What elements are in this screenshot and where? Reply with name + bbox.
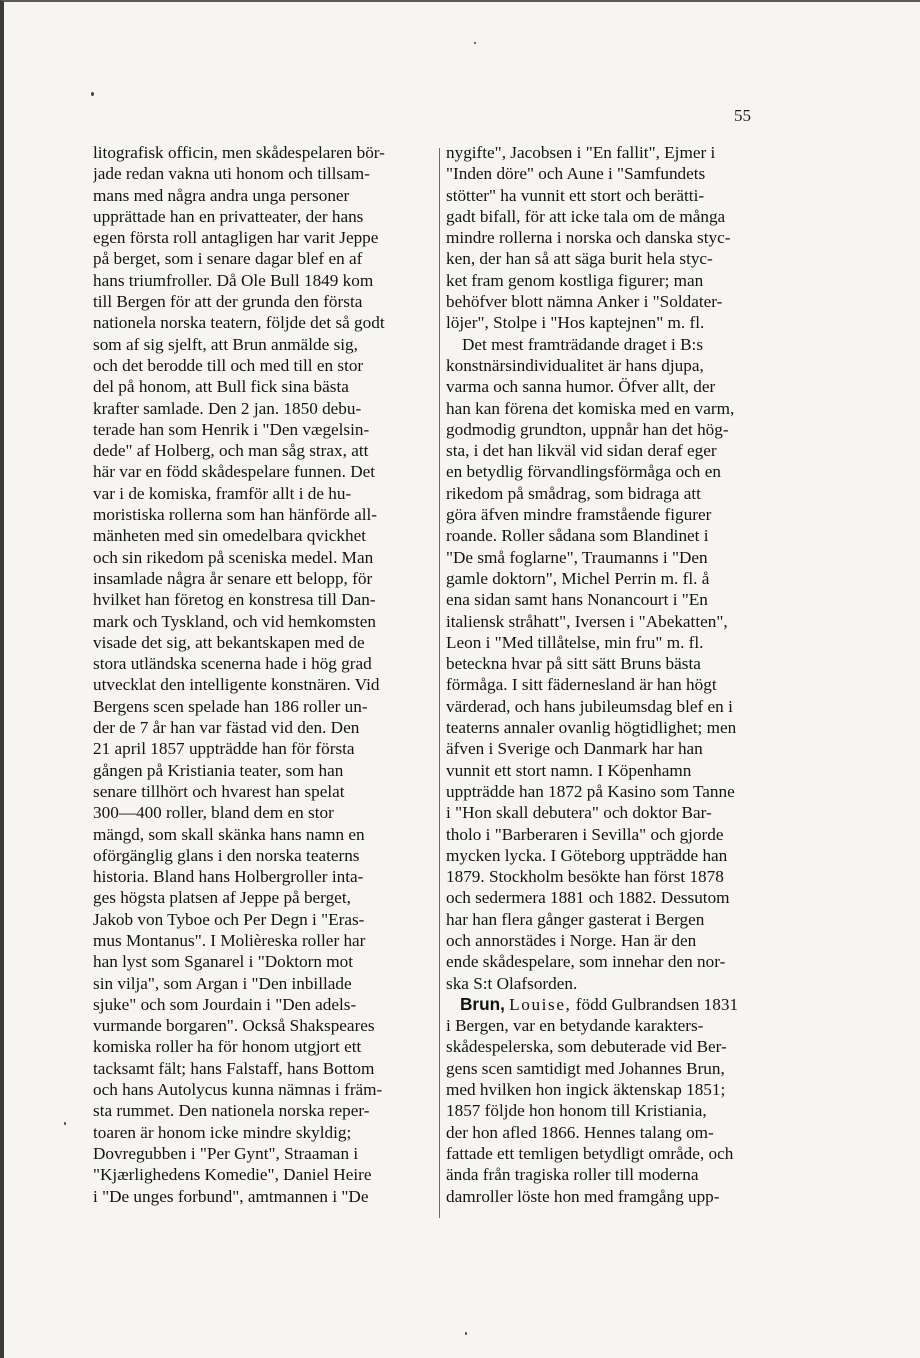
text-line: toaren är honom icke mindre skyldig; bbox=[93, 1122, 352, 1142]
text-line: visade det sig, att bekantskapen med de bbox=[93, 632, 365, 652]
entry-text-line: ända från tragiska roller till moderna bbox=[446, 1165, 699, 1185]
text-line: och annorstädes i Norge. Han är den bbox=[446, 930, 697, 950]
text-line: vunnit ett stort namn. I Köpenhamn bbox=[446, 760, 692, 780]
text-line: insamlade några år senare ett belopp, för bbox=[93, 568, 373, 588]
text-line: del på honom, att Bull fick sina bästa bbox=[93, 377, 349, 397]
text-line: och det berodde till och med till en stor bbox=[93, 355, 364, 375]
entry-text-line: der hon afled 1866. Hennes talang om- bbox=[446, 1122, 714, 1142]
entry-text-line: damroller löste hon med framgång upp- bbox=[446, 1186, 720, 1206]
text-line: 1879. Stockholm besökte han först 1878 bbox=[446, 867, 724, 887]
entry-text-line: fattade ett temligen betydligt område, och bbox=[446, 1143, 734, 1163]
text-line: sta rummet. Den nationela norska reper- bbox=[93, 1101, 370, 1121]
entry-given-name: Louise, bbox=[509, 994, 572, 1014]
text-line: han kan förena det komiska med en varm, bbox=[446, 398, 735, 418]
text-line: 300—400 roller, bland dem en stor bbox=[93, 803, 334, 823]
text-line: sin vilja", som Argan i "Den inbillade bbox=[93, 973, 352, 993]
text-line: konstnärsindividualitet är hans djupa, bbox=[446, 355, 704, 375]
text-line: litografisk officin, men skådespelaren bör- bbox=[93, 143, 385, 162]
text-line: sta, i det han likväl vid sidan deraf eger bbox=[446, 441, 717, 461]
text-line: historia. Bland hans Holbergroller inta- bbox=[93, 867, 364, 887]
text-line: här var en född skådespelare funnen. Det bbox=[93, 462, 376, 482]
text-line: gången på Kristiania teater, som han bbox=[93, 760, 344, 780]
text-line: Leon i "Med tillåtelse, min fru" m. fl. bbox=[446, 632, 704, 652]
text-line: moristiska rollerna som han hänförde all- bbox=[93, 505, 377, 525]
entry-text-line: i Bergen, var en betydande karakters- bbox=[446, 1016, 704, 1036]
entry-first-line-rest: född Gulbrandsen 1831 bbox=[575, 994, 739, 1014]
text-line: roande. Roller sådana som Blandinet i bbox=[446, 526, 709, 546]
text-line: Dovregubben i "Per Gynt", Straaman i bbox=[93, 1143, 359, 1163]
entry-text-line: skådespelerska, som debuterade vid Ber- bbox=[446, 1037, 727, 1057]
text-line: gadt bifall, för att icke tala om de många bbox=[446, 206, 726, 226]
entry-text-line: med hvilken hon ingick äktenskap 1851; bbox=[446, 1080, 726, 1100]
text-line: nygifte", Jacobsen i "En fallit", Ejmer i bbox=[446, 143, 716, 162]
text-line: vurmande borgaren". Också Shakspeares bbox=[93, 1016, 375, 1036]
text-line: mans med några andra unga personer bbox=[93, 185, 350, 205]
entry-name: Brun, bbox=[460, 993, 505, 1014]
text-line: ket fram genom kostliga figurer; man bbox=[446, 270, 704, 290]
text-line: ska S:t Olafsorden. bbox=[446, 973, 578, 993]
text-line: i "Hon skall debutera" och doktor Bar- bbox=[446, 803, 712, 823]
text-line: tholo i "Barberaren i Sevilla" och gjorde bbox=[446, 824, 724, 844]
text-line: stötter" ha vunnit ett stort och berätti- bbox=[446, 185, 705, 205]
text-line: 21 april 1857 uppträdde han för första bbox=[93, 739, 355, 759]
text-line: "Inden döre" och Aune i "Samfundets bbox=[446, 164, 706, 184]
text-line: "De små foglarne", Traumanns i "Den bbox=[446, 547, 708, 567]
text-line: varma och sanna humor. Öfver allt, der bbox=[446, 377, 716, 397]
text-line: gamle doktorn", Michel Perrin m. fl. å bbox=[446, 568, 710, 588]
ink-speck bbox=[91, 92, 94, 96]
entry-heading-line bbox=[446, 994, 786, 1015]
text-line: mindre rollerna i norska och danska styc- bbox=[446, 228, 731, 248]
text-line: teaterns annaler ovanlig högtidlighet; men bbox=[446, 718, 737, 738]
text-line: utvecklat den intelligente konstnären. Vid bbox=[93, 675, 380, 695]
text-line: komiska roller ha för honom utgjort ett bbox=[93, 1037, 362, 1057]
text-line: förmåga. I sitt fädernesland är han högt bbox=[446, 675, 717, 695]
text-line: göra äfven mindre framstående figurer bbox=[446, 505, 712, 525]
text-line: ena sidan samt hans Nonancourt i "En bbox=[446, 590, 708, 610]
text-line: tacksamt fält; hans Falstaff, hans Bottom bbox=[93, 1058, 375, 1078]
text-line: egen första roll antagligen har varit Jeppe bbox=[93, 228, 379, 248]
text-line: rikedom på smådrag, som bidraga att bbox=[446, 483, 701, 503]
text-line: Det mest framträdande draget i B:s bbox=[462, 334, 704, 354]
text-line: hvilket han företog en konstresa till Dan- bbox=[93, 590, 376, 610]
text-line: och hans Autolycus kunna nämnas i främ- bbox=[93, 1080, 383, 1100]
text-line: italiensk stråhatt", Iversen i "Abekatten", bbox=[446, 611, 728, 631]
text-line: ende skådespelare, som innehar den nor- bbox=[446, 952, 726, 972]
text-line: hans triumfroller. Då Ole Bull 1849 kom bbox=[93, 270, 374, 290]
text-line: "Kjærlighedens Komedie", Daniel Heire bbox=[93, 1165, 372, 1185]
text-line: på berget, som i senare dagar blef en af bbox=[93, 249, 363, 269]
text-line: löjer", Stolpe i "Hos kaptejnen" m. fl. bbox=[446, 313, 705, 333]
text-line: i "De unges forbund", amtmannen i "De bbox=[93, 1186, 369, 1206]
text-line: beteckna hvar på sitt sätt Bruns bästa bbox=[446, 654, 701, 674]
text-line: mängd, som skall skänka hans namn en bbox=[93, 824, 365, 844]
column-divider bbox=[439, 148, 440, 1218]
text-line: till Bergen för att der grunda den första bbox=[93, 292, 363, 312]
page-number: 55 bbox=[734, 106, 751, 125]
entry-text-line: gens scen samtidigt med Johannes Brun, bbox=[446, 1058, 725, 1078]
text-line: uppträdde han 1872 på Kasino som Tanne bbox=[446, 781, 735, 801]
text-line: behöfver blott nämna Anker i "Soldater- bbox=[446, 292, 723, 312]
text-line: och sin rikedom på sceniska medel. Man bbox=[93, 547, 374, 567]
text-line: Bergens scen spelade han 186 roller un- bbox=[93, 696, 368, 716]
text-line: godmodig grundton, uppnår han det hög- bbox=[446, 419, 729, 439]
text-line: mark och Tyskland, och vid hemkomsten bbox=[93, 611, 376, 631]
text-line: var i de komiska, framför allt i de hu- bbox=[93, 483, 352, 503]
text-line: har han flera gånger gasterat i Bergen bbox=[446, 909, 705, 929]
left-column bbox=[93, 142, 436, 1207]
text-line: Jakob von Tyboe och Per Degn i "Eras- bbox=[93, 909, 365, 929]
text-line: upprättade han en privatteater, der hans bbox=[93, 206, 364, 226]
text-line: ges högsta platsen af Jeppe på berget, bbox=[93, 888, 351, 908]
text-line: nationela norska teatern, följde det så godt bbox=[93, 313, 385, 333]
text-line: värderad, och hans jubileumsdag blef en i bbox=[446, 696, 733, 716]
text-line: han lyst som Sganarel i "Doktorn mot bbox=[93, 952, 354, 972]
text-line: senare tillhört och hvarest han spelat bbox=[93, 781, 345, 801]
text-line: äfven i Sverige och Danmark har han bbox=[446, 739, 703, 759]
text-line: som af sig sjelft, att Brun anmälde sig, bbox=[93, 334, 358, 354]
ink-speck bbox=[474, 42, 476, 44]
text-line: mus Montanus". I Molièreska roller har bbox=[93, 930, 366, 950]
entry-text-line: 1857 följde hon honom till Kristiania, bbox=[446, 1101, 707, 1121]
text-line: en betydlig förvandlingsförmåga och en bbox=[446, 462, 721, 482]
text-line: krafter samlade. Den 2 jan. 1850 debu- bbox=[93, 398, 362, 418]
text-line: sjuke" och som Jourdain i "Den adels- bbox=[93, 994, 357, 1014]
text-line: terade han som Henrik i "Den vægelsin- bbox=[93, 419, 370, 439]
text-line: och sedermera 1881 och 1882. Dessutom bbox=[446, 888, 730, 908]
ink-speck bbox=[64, 1122, 66, 1125]
ink-speck bbox=[465, 1332, 467, 1335]
text-line: dede" af Holberg, och man såg strax, att bbox=[93, 441, 369, 461]
text-line: mänheten med sin omedelbara qvickhet bbox=[93, 526, 366, 546]
text-line: der de 7 år han var fästad vid den. Den bbox=[93, 718, 360, 738]
text-line: stora utländska scenerna hade i hög grad bbox=[93, 654, 372, 674]
right-column bbox=[446, 142, 786, 1207]
text-line: mycken lycka. I Göteborg uppträdde han bbox=[446, 845, 728, 865]
text-line: jade redan vakna uti honom och tillsam- bbox=[93, 164, 370, 184]
text-line: ken, der han så att säga burit hela styc- bbox=[446, 249, 713, 269]
text-line: oförgänglig glans i den norska teaterns bbox=[93, 845, 360, 865]
